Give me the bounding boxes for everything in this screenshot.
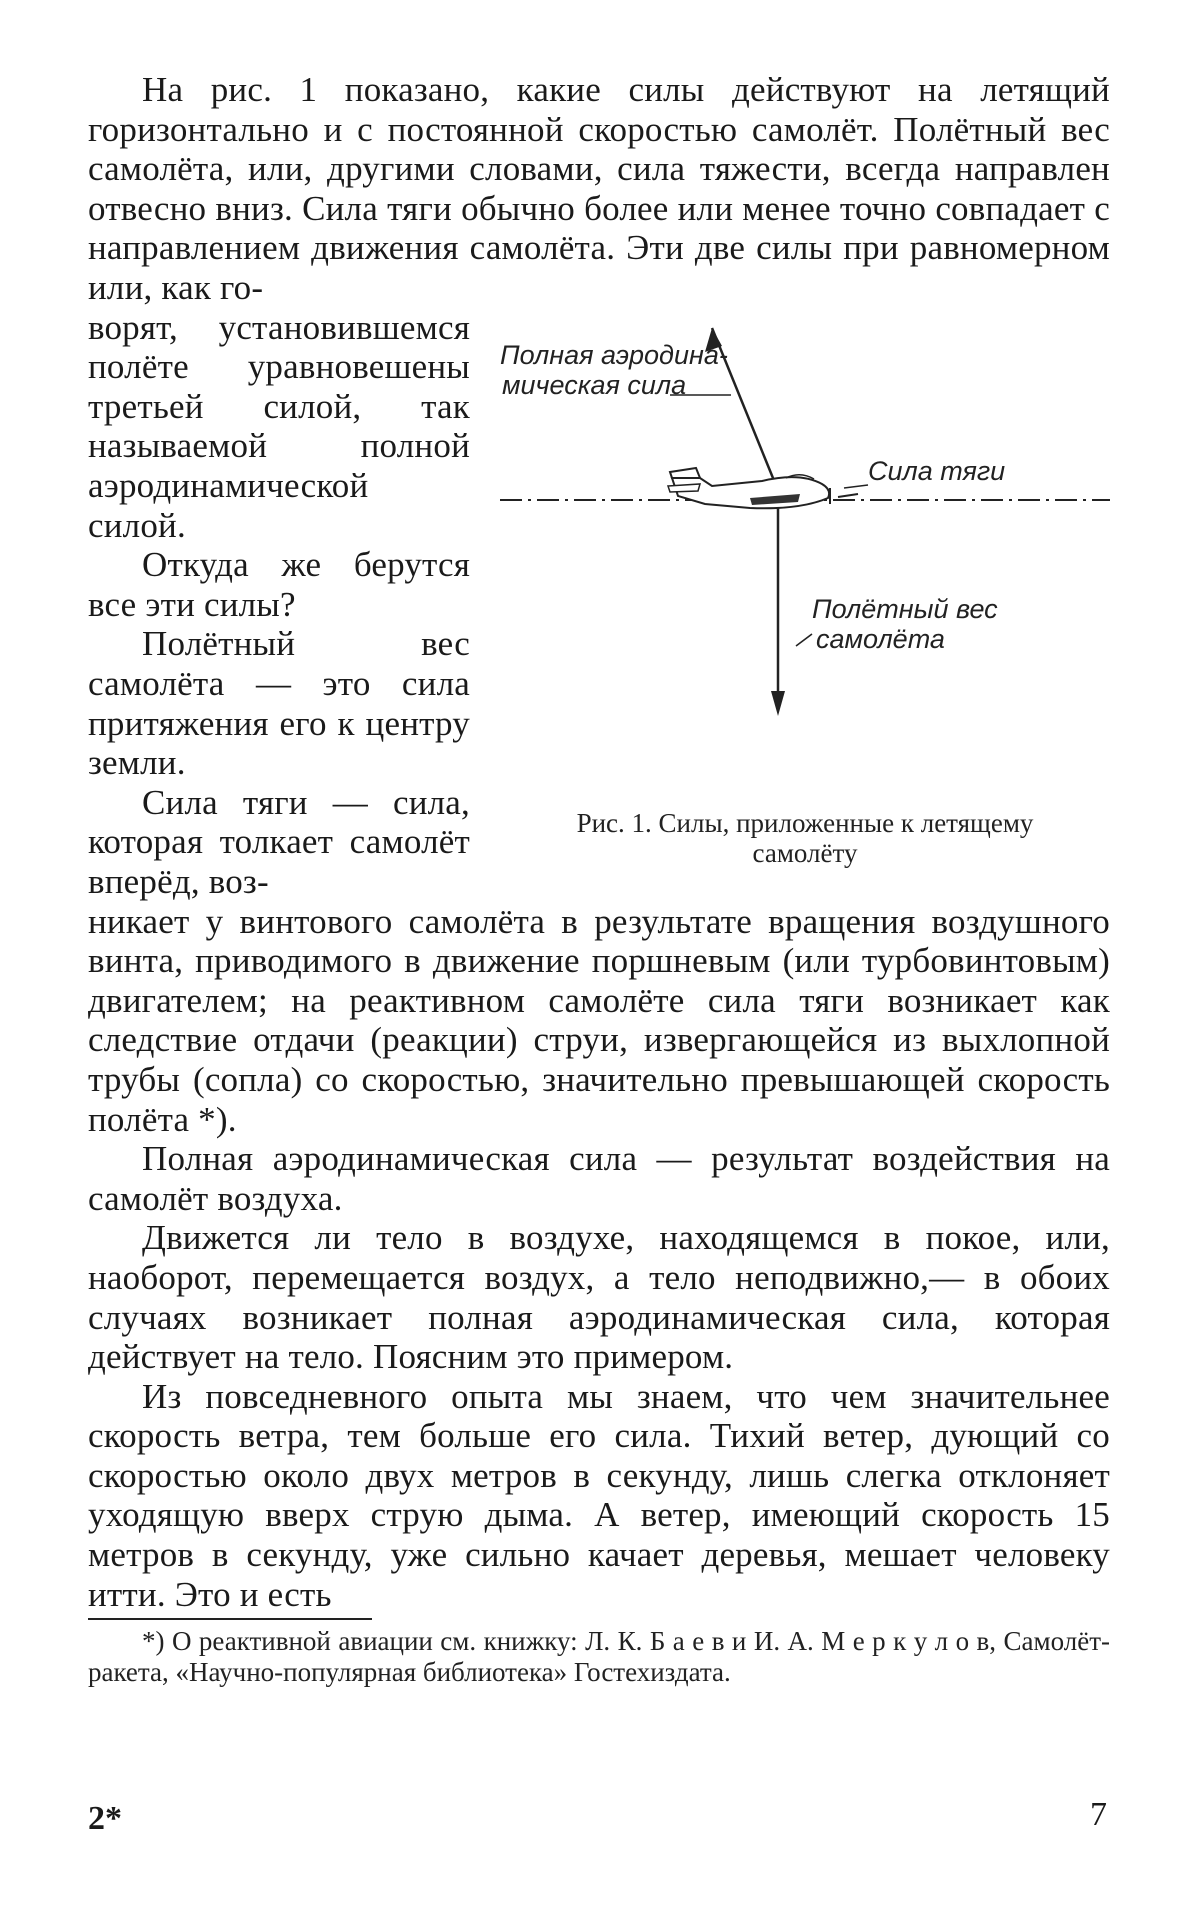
signature-mark: 2* <box>88 1800 122 1837</box>
thrust-label-leader <box>844 485 868 488</box>
paragraph-5: Полная аэродинамическая сила — результат воздействия на самолёт воздуха. <box>88 1139 1110 1218</box>
footnote: *) О реактивной авиации см. книжку: Л. К. Б а е в и И. А. М е р к у л о в, Самолёт-ракета, «Научно-популярная библиотека» Гостехиздата. <box>88 1626 1110 1688</box>
footnote-divider <box>88 1618 372 1620</box>
text-figure-block <box>88 308 1110 902</box>
paragraph-1-top: На рис. 1 показано, какие силы действуют на летящий горизонтально и с постоянной скоростью самолёт. Полётный вес самолёта, или, другими словами, сила тяжести, всегда направлен отвесно вниз. Сила тяги обычно более или менее точно совпадает с направлением движения самолёта. Эти две силы при равномерном или, как го- <box>88 70 1110 307</box>
caption-line-1: Рис. 1. Силы, приложенные к летящему <box>576 807 1034 838</box>
label-aerodynamic-force-2: мическая сила <box>502 369 687 400</box>
left-column <box>88 308 470 902</box>
figure-caption <box>500 808 1110 868</box>
airplane-icon <box>668 468 830 508</box>
thrust-arrow <box>838 494 858 497</box>
paragraph-3: Полётный вес самолёта — это сила притяжения его к центру земли. <box>88 624 470 783</box>
paragraph-4-start: Сила тяги — сила, которая толкает самолёт вперёд, воз- <box>88 782 470 901</box>
paragraph-1-continued: ворят, установившемся полёте уравновешены третьей силой, так называемой полной аэродинамической силой. <box>88 307 470 545</box>
label-aerodynamic-force-1: Полная аэродина- <box>500 339 728 370</box>
caption-line-2: самолёту <box>752 837 858 868</box>
page-number: 7 <box>1090 1796 1107 1833</box>
label-weight-2: самолёта <box>816 623 945 654</box>
weight-label-leader <box>796 634 812 646</box>
figure-1 <box>500 308 1110 902</box>
paragraph-4-continued: никает у винтового самолёта в результате вращения воздушного винта, приводимого в движение поршневым (или турбовинтовым) двигателем; на реактивном самолёте сила тяги возникает как следствие отдачи (реакции) струи, извергающейся из выхлопной трубы (сопла) со скоростью, значительно превышающей скорость полёта *). <box>88 901 1110 1139</box>
page-body <box>88 70 1110 1688</box>
label-weight-1: Полётный вес <box>812 593 998 624</box>
paragraph-6: Движется ли тело в воздухе, находящемся в покое, или, наоборот, перемещается воздух, а тело неподвижно,— в обоих случаях возникает полная аэродинамическая сила, которая действует на тело. Поясним это примером. <box>88 1218 1110 1377</box>
label-thrust: Сила тяги <box>868 455 1006 486</box>
paragraph-7: Из повседневного опыта мы знаем, что чем значительнее скорость ветра, тем больше его сила. Тихий ветер, дующий со скоростью около двух метров в секунду, лишь слегка отклоняет уходящую вверх струю дыма. А ветер, имеющий скорость 15 метров в секунду, уже сильно качает деревья, мешает человеку итти. Это и есть <box>88 1376 1110 1614</box>
weight-arrow-head <box>771 691 785 716</box>
paragraph-2: Откуда же берутся все эти силы? <box>88 545 470 624</box>
